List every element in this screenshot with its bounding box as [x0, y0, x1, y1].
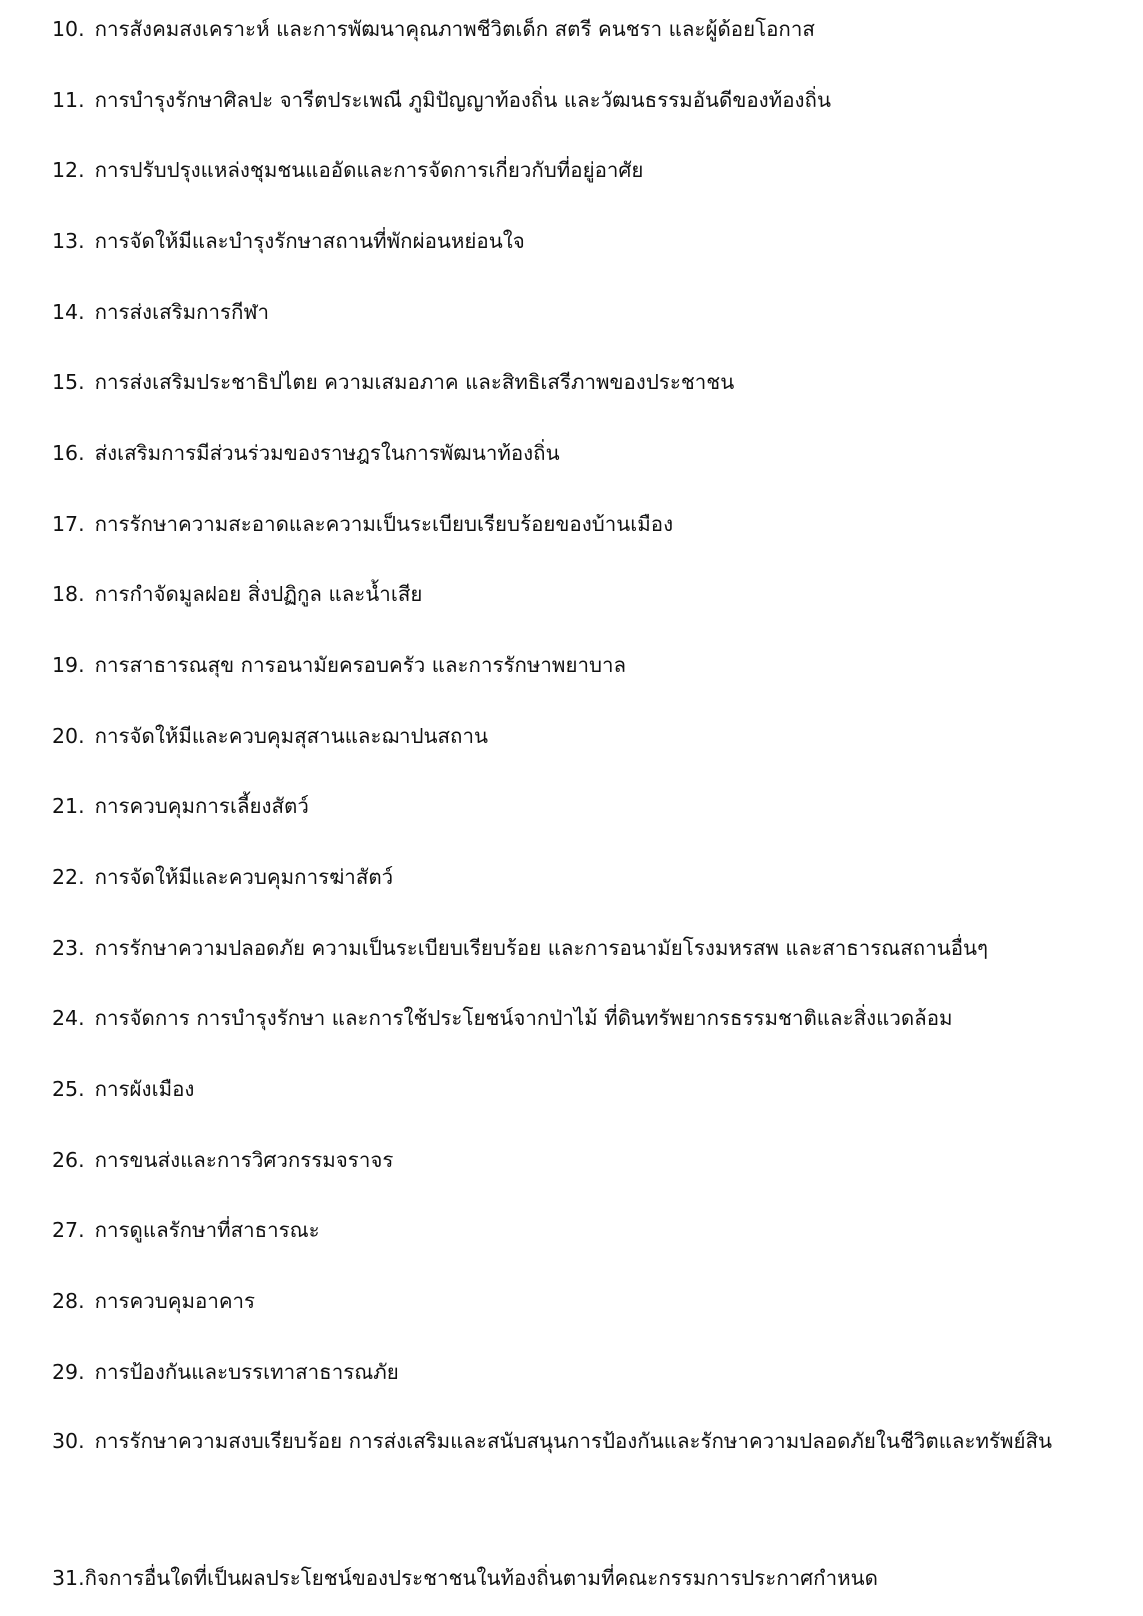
item-number: 23. [52, 936, 85, 960]
item-text: กิจการอื่นใดที่เป็นผลประโยชน์ของประชาชนในท้องถิ่นตามที่คณะกรรมการประกาศกำหนด [84, 1566, 878, 1590]
item-text: การควบคุมการเลี้ยงสัตว์ [94, 794, 309, 818]
item-number: 12. [52, 158, 85, 182]
list-item [52, 1142, 1102, 1178]
item-number: 16. [52, 441, 85, 465]
list-item [52, 859, 1102, 895]
item-text: การป้องกันและบรรเทาสาธารณภัย [94, 1360, 399, 1384]
list-item [52, 294, 1102, 330]
list-item [52, 788, 1102, 824]
list-item [52, 1354, 1102, 1390]
item-number: 18. [52, 582, 85, 606]
list-item [52, 1212, 1102, 1248]
item-text: การส่งเสริมการกีฬา [94, 300, 269, 324]
item-number: 30. [52, 1429, 85, 1453]
list-item [52, 152, 1102, 188]
item-text: การกำจัดมูลฝอย สิ่งปฏิกูล และน้ำเสีย [94, 582, 423, 606]
item-text: การขนส่งและการวิศวกรรมจราจร [94, 1148, 394, 1172]
item-number: 13. [52, 229, 85, 253]
item-text: การจัดให้มีและบำรุงรักษาสถานที่พักผ่อนหย่อนใจ [94, 229, 525, 253]
item-number: 29. [52, 1360, 85, 1384]
item-number: 27. [52, 1218, 85, 1242]
list-item [52, 1071, 1102, 1107]
item-number: 22. [52, 865, 85, 889]
item-text: การสังคมสงเคราะห์ และการพัฒนาคุณภาพชีวิตเด็ก สตรี คนชรา และผู้ด้อยโอกาส [94, 17, 815, 41]
list-item [52, 1560, 1102, 1596]
list-item [52, 1283, 1102, 1319]
item-text: การบำรุงรักษาศิลปะ จารีตประเพณี ภูมิปัญญาท้องถิ่น และวัฒนธรรมอันดีของท้องถิ่น [94, 88, 831, 112]
item-number: 10. [52, 17, 85, 41]
list-item [52, 1000, 1102, 1036]
item-text: การจัดให้มีและควบคุมการฆ่าสัตว์ [94, 865, 394, 889]
item-number: 14. [52, 300, 85, 324]
item-number: 11. [52, 88, 85, 112]
list-item [52, 506, 1102, 542]
item-number: 15. [52, 370, 85, 394]
list-item [52, 364, 1102, 400]
item-text: การจัดการ การบำรุงรักษา และการใช้ประโยชน์จากป่าไม้ ที่ดินทรัพยากรธรรมชาติและสิ่งแวดล้อม [94, 1006, 953, 1030]
list-item [52, 82, 1102, 118]
list-item [52, 223, 1102, 259]
item-text: การรักษาความสงบเรียบร้อย การส่งเสริมและสนับสนุนการป้องกันและรักษาความปลอดภัยในชีวิตและทรัพย์สิน [94, 1429, 1053, 1453]
item-text: ส่งเสริมการมีส่วนร่วมของราษฎรในการพัฒนาท้องถิ่น [94, 441, 560, 465]
list-item [52, 930, 1102, 966]
list-item [52, 1418, 1102, 1464]
item-number: 20. [52, 724, 85, 748]
list-item [52, 718, 1102, 754]
item-number: 25. [52, 1077, 85, 1101]
item-text: การผังเมือง [94, 1077, 195, 1101]
item-number: 21. [52, 794, 85, 818]
list-item [52, 576, 1102, 612]
item-text: การรักษาความปลอดภัย ความเป็นระเบียบเรียบร้อย และการอนามัยโรงมหรสพ และสาธารณสถานอื่นๆ [94, 936, 989, 960]
item-number: 28. [52, 1289, 85, 1313]
item-text: การปรับปรุงแหล่งชุมชนแออัดและการจัดการเกี่ยวกับที่อยู่อาศัย [94, 158, 644, 182]
item-text: การจัดให้มีและควบคุมสุสานและฌาปนสถาน [94, 724, 488, 748]
item-number: 31. [52, 1566, 85, 1590]
item-text: การสาธารณสุข การอนามัยครอบครัว และการรักษาพยาบาล [94, 653, 627, 677]
item-number: 17. [52, 512, 85, 536]
item-text: การรักษาความสะอาดและความเป็นระเบียบเรียบร้อยของบ้านเมือง [94, 512, 674, 536]
item-number: 19. [52, 653, 85, 677]
item-number: 26. [52, 1148, 85, 1172]
list-item [52, 11, 1102, 47]
item-text: การดูแลรักษาที่สาธารณะ [94, 1218, 320, 1242]
item-text: การควบคุมอาคาร [94, 1289, 256, 1313]
list-item [52, 435, 1102, 471]
item-text: การส่งเสริมประชาธิปไตย ความเสมอภาค และสิทธิเสรีภาพของประชาชน [94, 370, 735, 394]
item-number: 24. [52, 1006, 85, 1030]
list-item [52, 647, 1102, 683]
